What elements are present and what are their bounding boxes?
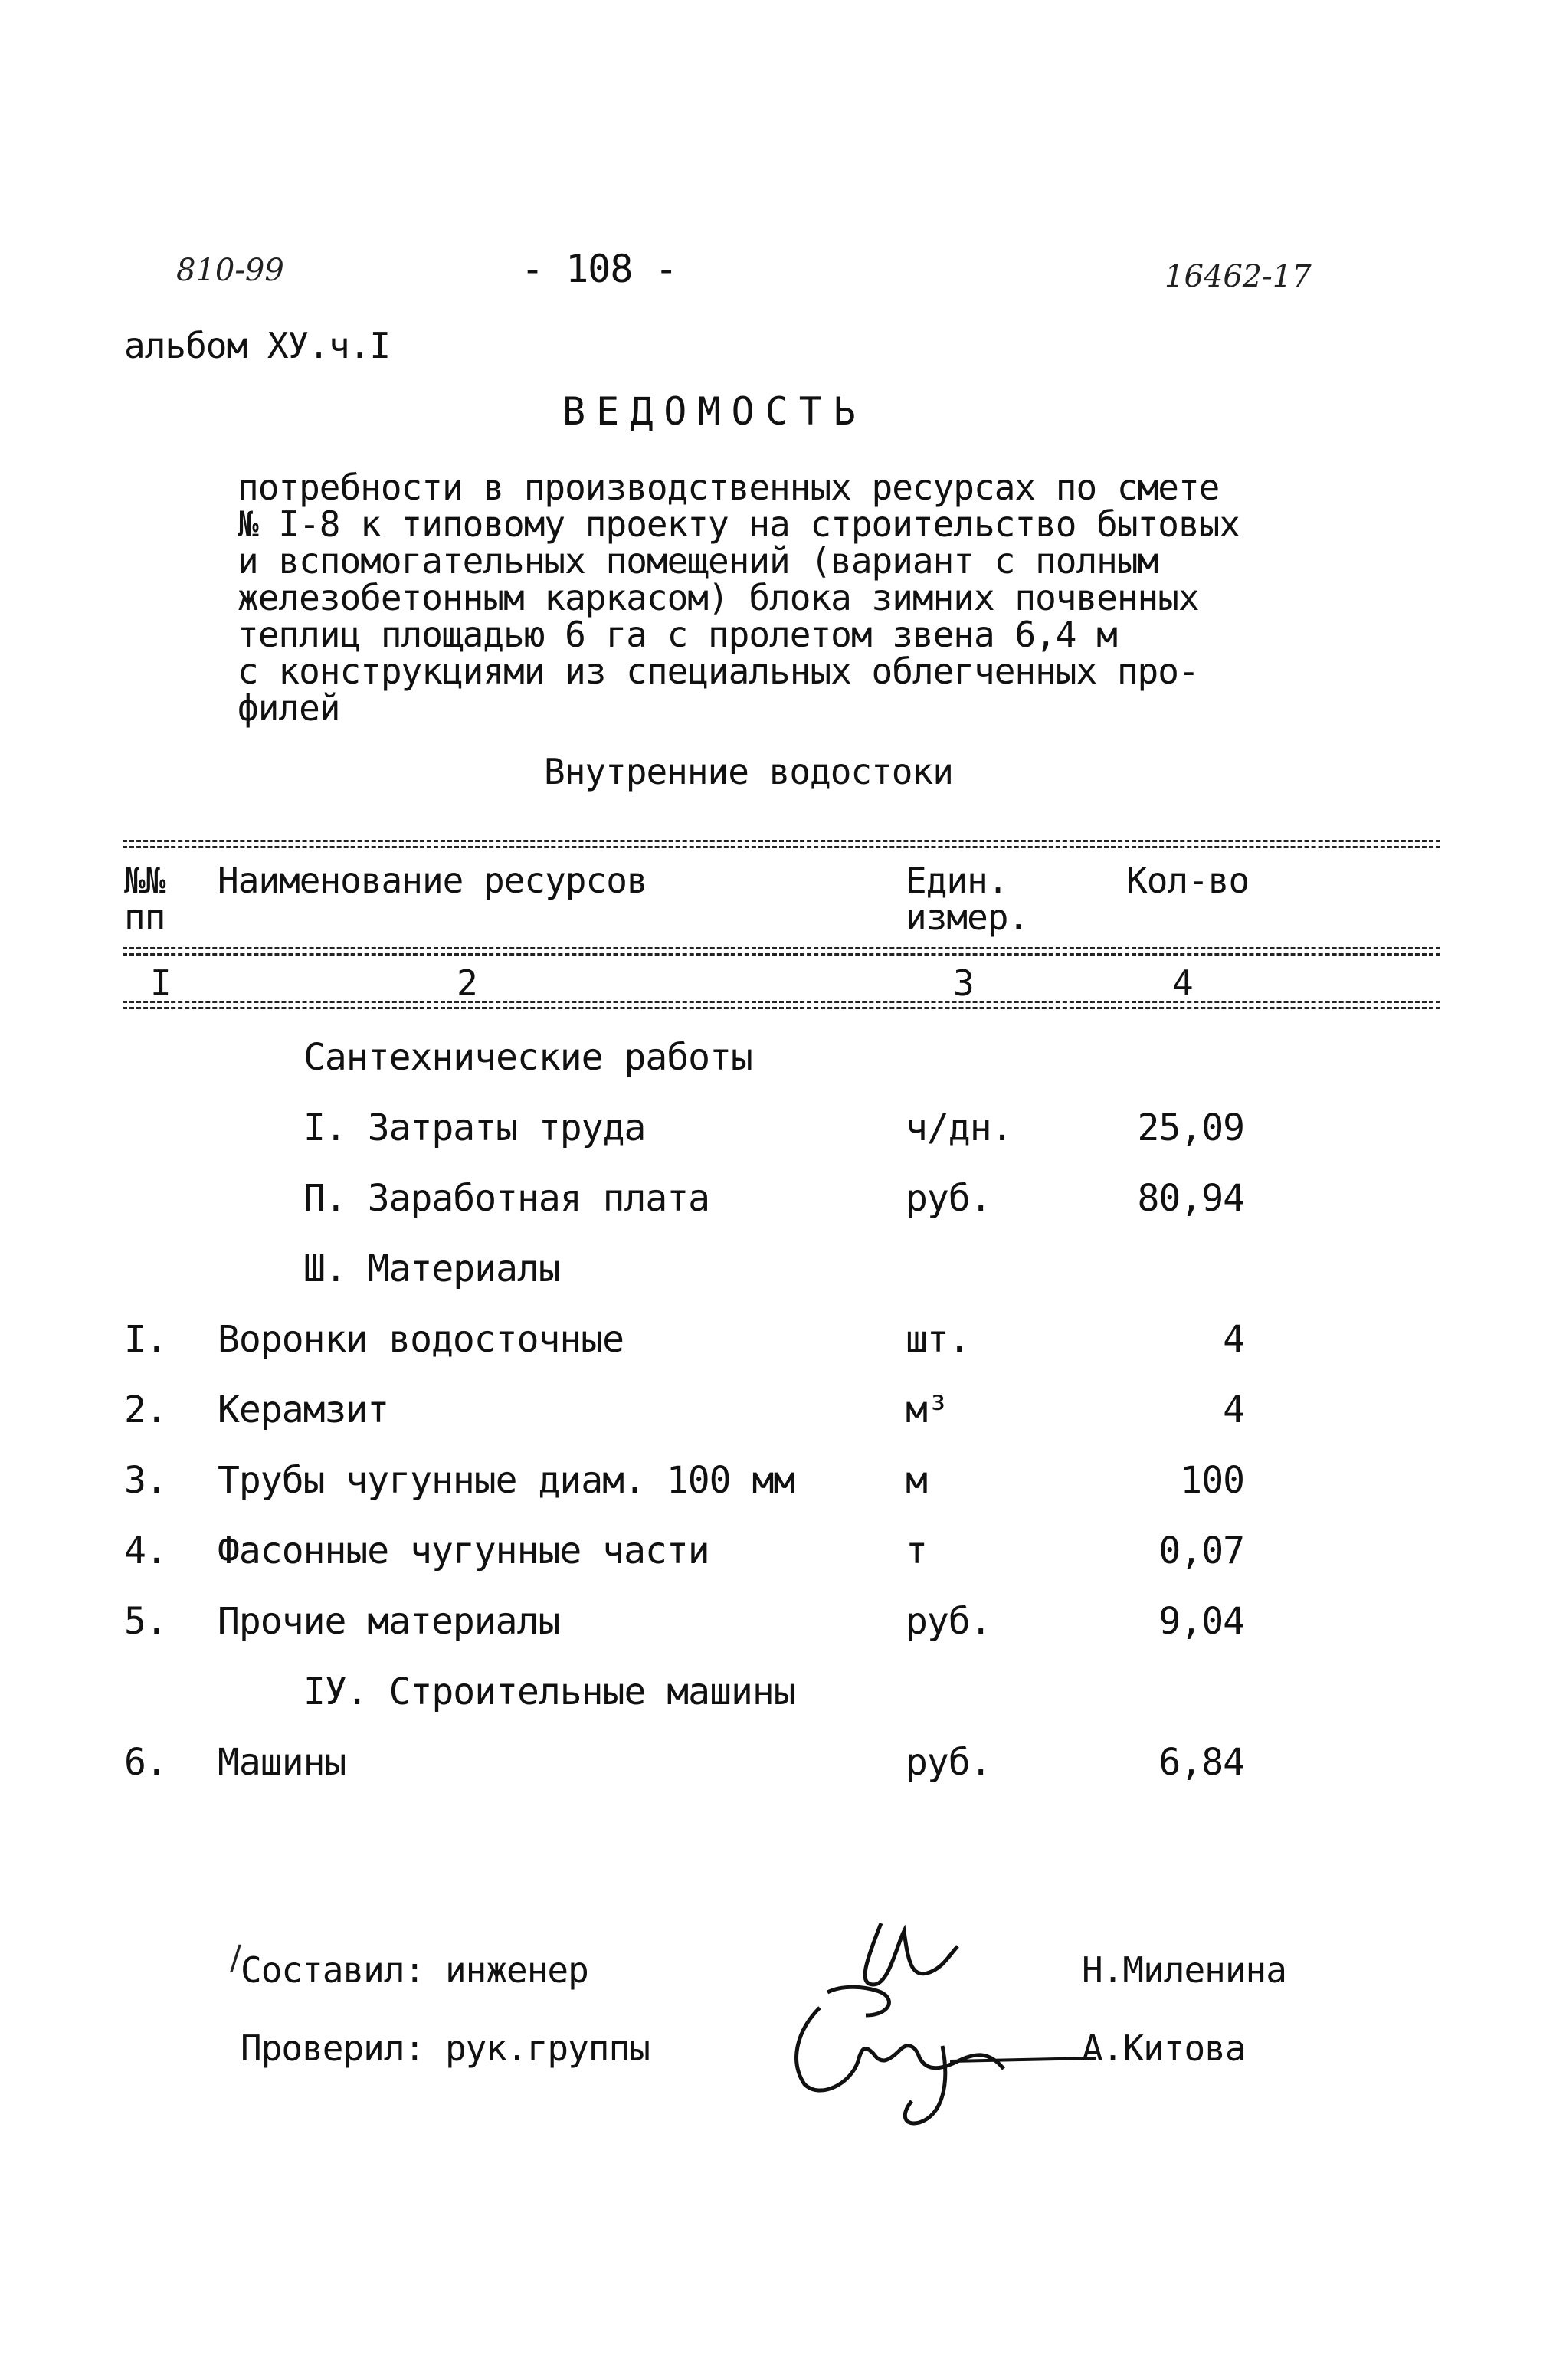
- row-quantity: 0,07: [1158, 1529, 1244, 1572]
- album-label: альбом ХУ.ч.I: [124, 325, 391, 366]
- row-quantity: 80,94: [1137, 1177, 1244, 1220]
- row-number: 3.: [124, 1459, 167, 1502]
- section-subtitle: Внутренние водостоки: [544, 751, 953, 792]
- description-line: с конструкциями из специальных облегченных про-: [238, 651, 1199, 692]
- row-name: IУ. Строительные машины: [303, 1670, 795, 1713]
- table-row: [0, 1247, 1566, 1293]
- table-row: [0, 1741, 1566, 1787]
- description-line: теплиц площадью 6 га с пролетом звена 6,4 м: [238, 614, 1117, 655]
- row-number: I.: [124, 1318, 167, 1361]
- column-number-4: 4: [1172, 962, 1193, 1004]
- handwritten-code-right: 16462-17: [1165, 259, 1312, 294]
- table-row: [0, 1318, 1566, 1364]
- table-top-rule: [123, 840, 1440, 848]
- row-name: П. Заработная плата: [303, 1177, 710, 1220]
- table-row: [0, 1670, 1566, 1716]
- row-quantity: 4: [1223, 1388, 1244, 1431]
- table-row: [0, 1036, 1566, 1082]
- signature-mark: /: [230, 1939, 241, 1978]
- table-row: [0, 1106, 1566, 1152]
- row-name: Машины: [218, 1741, 346, 1784]
- header-rule: [123, 947, 1440, 956]
- header-qty: Кол-во: [1126, 860, 1250, 901]
- row-name: Сантехнические работы: [303, 1036, 752, 1079]
- table-row: [0, 1177, 1566, 1223]
- description-line: № I-8 к типовому проекту на строительство бытовых: [238, 503, 1240, 545]
- description-line: потребности в производственных ресурсах по смете: [238, 467, 1220, 508]
- row-quantity: 6,84: [1158, 1741, 1244, 1784]
- table-row: [0, 1388, 1566, 1434]
- row-name: Ш. Материалы: [303, 1247, 560, 1290]
- row-quantity: 25,09: [1137, 1106, 1244, 1149]
- row-unit: м: [906, 1459, 927, 1502]
- checked-name: А.Китова: [1082, 2028, 1246, 2069]
- row-number: 5.: [124, 1600, 167, 1643]
- row-number: 2.: [124, 1388, 167, 1431]
- table-row: [0, 1529, 1566, 1575]
- document-title: ВЕДОМОСТЬ: [562, 389, 867, 434]
- handwritten-code-left: 810-99: [176, 253, 284, 288]
- table-row: [0, 1600, 1566, 1646]
- handwritten-signature: [774, 1900, 1096, 2130]
- compiled-label: Составил: инженер: [241, 1949, 588, 1991]
- column-number-rule: [123, 1001, 1440, 1009]
- row-name: Воронки водосточные: [218, 1318, 624, 1361]
- row-name: Фасонные чугунные части: [218, 1529, 709, 1572]
- row-name: I. Затраты труда: [303, 1106, 646, 1149]
- row-unit: руб.: [906, 1741, 991, 1784]
- checked-label: Проверил: рук.группы: [241, 2028, 650, 2069]
- description-line: филей: [238, 687, 340, 729]
- description-line: железобетонным каркасом) блока зимних почвенных: [238, 577, 1199, 618]
- row-unit: м³: [906, 1388, 948, 1431]
- row-number: 4.: [124, 1529, 167, 1572]
- header-unit: Един.: [906, 860, 1008, 901]
- column-number-1: I: [150, 962, 171, 1004]
- row-number: 6.: [124, 1741, 167, 1784]
- row-quantity: 4: [1223, 1318, 1244, 1361]
- row-name: Трубы чугунные диам. 100 мм: [218, 1459, 795, 1502]
- row-name: Прочие материалы: [218, 1600, 560, 1643]
- description: [238, 467, 1325, 729]
- row-quantity: 9,04: [1158, 1600, 1244, 1643]
- row-unit: руб.: [906, 1600, 991, 1643]
- description-line: и вспомогательных помещений (вариант с полным: [238, 540, 1158, 582]
- header-unit-2: измер.: [906, 897, 1029, 938]
- table-row: [0, 1459, 1566, 1505]
- row-unit: руб.: [906, 1177, 991, 1220]
- header-num: №№: [124, 860, 165, 901]
- column-number-2: 2: [457, 962, 477, 1004]
- header-num-2: пп: [124, 897, 165, 938]
- page-number: - 108 -: [521, 247, 677, 291]
- header-name: Наименование ресурсов: [218, 860, 647, 901]
- row-unit: т: [906, 1529, 927, 1572]
- row-unit: ч/дн.: [906, 1106, 1013, 1149]
- row-unit: шт.: [906, 1318, 970, 1361]
- row-name: Керамзит: [218, 1388, 389, 1431]
- compiled-name: Н.Миленина: [1082, 1949, 1286, 1991]
- column-number-3: 3: [953, 962, 974, 1004]
- row-quantity: 100: [1180, 1459, 1244, 1502]
